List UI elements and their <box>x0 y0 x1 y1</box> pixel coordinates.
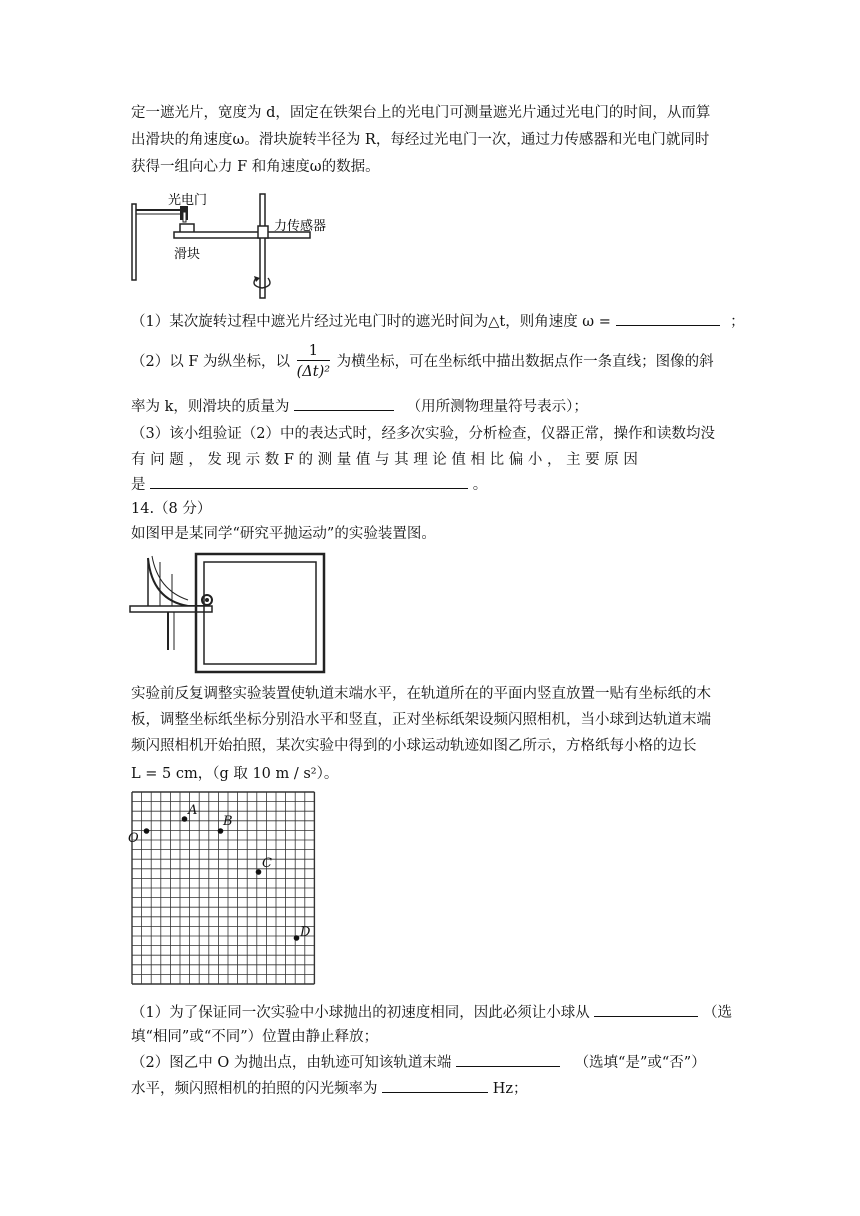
q13-part2-post: 为横坐标，可在坐标纸中描出数据点作一条直线；图像的斜 <box>336 354 714 370</box>
q13-part2-line2-pre: 率为 k，则滑块的质量为 <box>131 399 290 415</box>
q14-para-line1: 实验前反复调整实验装置使轨道末端水平，在轨道所在的平面内竖直放置一贴有坐标纸的木 <box>131 686 711 702</box>
trajectory-point-o <box>144 828 150 834</box>
point-label-b: B <box>223 814 233 829</box>
q14-sub1-pre: （1）为了保证同一次实验中小球抛出的初速度相同，因此必须让小球从 <box>131 1005 590 1021</box>
q13-part3-line3-pre: 是 <box>131 477 146 493</box>
projectile-apparatus-figure <box>128 550 328 674</box>
label-slider: 滑块 <box>174 247 201 262</box>
q13-part3-line1: （3）该小组验证（2）中的表达式时，经多次实验，分析检查，仪器正常，操作和读数均没 <box>131 426 715 442</box>
q14-sub1-line2: 填“相同”或“不同”）位置由静止释放； <box>131 1029 379 1045</box>
point-label-d: D <box>300 925 311 940</box>
intro-line-2: 出滑块的角速度ω。滑块旋转半径为 R，每经过光电门一次，通过力传感器和光电门就同时 <box>131 132 710 148</box>
trajectory-point-c <box>256 869 262 875</box>
q14-header: 14.（8 分） <box>131 501 212 517</box>
apparatus-figure <box>128 190 348 302</box>
trajectory-point-b <box>218 828 224 834</box>
trajectory-grid-figure <box>128 790 324 996</box>
q14-sub2-post: （选填“是”或“否”） <box>574 1055 706 1071</box>
q13-part3-line3 <box>131 474 487 495</box>
q14-sub2-line1 <box>131 1052 706 1073</box>
intro-line-1: 定一遮光片，宽度为 d，固定在铁架台上的光电门可测量遮光片通过光电门的时间，从而算 <box>131 105 711 121</box>
q13-part2-pre: （2）以 F 为纵坐标，以 <box>131 354 291 370</box>
fraction <box>297 342 330 383</box>
q13-part3-line2: 有 问 题 ， 发 现 示 数 F 的 测 量 值 与 其 理 论 值 相 比 偏 小 ， 主 要 原 因 <box>131 452 638 468</box>
q14-sub1-post: （选 <box>702 1005 732 1021</box>
q14-para-line2: 板，调整坐标纸坐标分别沿水平和竖直，正对坐标纸架设频闪照相机，当小球到达轨道末端 <box>131 712 711 728</box>
q13-part3-line3-end: 。 <box>472 477 488 493</box>
q14-sub1-line1 <box>131 1002 732 1023</box>
q13-part2-line2 <box>131 396 588 417</box>
q14-sub2-line2 <box>131 1078 528 1099</box>
q14-sub2-line2-post: Hz； <box>492 1081 528 1097</box>
q13-part2-line2-post: （用所测物理量符号表示）； <box>406 399 588 415</box>
answer-blank-omega[interactable] <box>616 311 720 326</box>
point-label-c: C <box>262 856 272 871</box>
q13-part1-end: ； <box>730 314 745 330</box>
q14-sub2-pre: （2）图乙中 O 为抛出点，由轨迹可知该轨道末端 <box>131 1055 452 1071</box>
answer-blank-position[interactable] <box>594 1002 698 1017</box>
q13-part2 <box>131 340 714 384</box>
q13-part1 <box>131 311 745 332</box>
q14-para-line3: 频闪照相机开始拍照，某次实验中得到的小球运动轨迹如图乙所示，方格纸每小格的边长 <box>131 738 697 754</box>
point-label-a: A <box>188 803 198 818</box>
answer-blank-reason[interactable] <box>150 474 468 489</box>
answer-blank-mass[interactable] <box>294 396 394 411</box>
answer-blank-horizontal[interactable] <box>456 1052 560 1067</box>
label-force-sensor: 力传感器 <box>274 219 327 234</box>
answer-blank-frequency[interactable] <box>382 1078 488 1093</box>
q13-part1-text: （1）某次旋转过程中遮光片经过光电门时的遮光时间为△t，则角速度 ω = <box>131 314 611 330</box>
q14-para-line4: L = 5 cm，（g 取 10 m / s²）。 <box>131 766 339 782</box>
label-photogate: 光电门 <box>168 193 208 208</box>
point-label-o: O <box>128 831 139 846</box>
q14-sub2-line2-pre: 水平，频闪照相机的拍照的闪光频率为 <box>131 1081 378 1097</box>
trajectory-point-d <box>294 935 300 941</box>
intro-line-3: 获得一组向心力 F 和角速度ω的数据。 <box>131 159 380 175</box>
fraction-numerator: 1 <box>297 342 330 361</box>
q14-intro: 如图甲是某同学“研究平抛运动”的实验装置图。 <box>131 526 436 542</box>
fraction-denominator: (Δt)² <box>296 363 331 380</box>
trajectory-point-a <box>182 816 188 822</box>
